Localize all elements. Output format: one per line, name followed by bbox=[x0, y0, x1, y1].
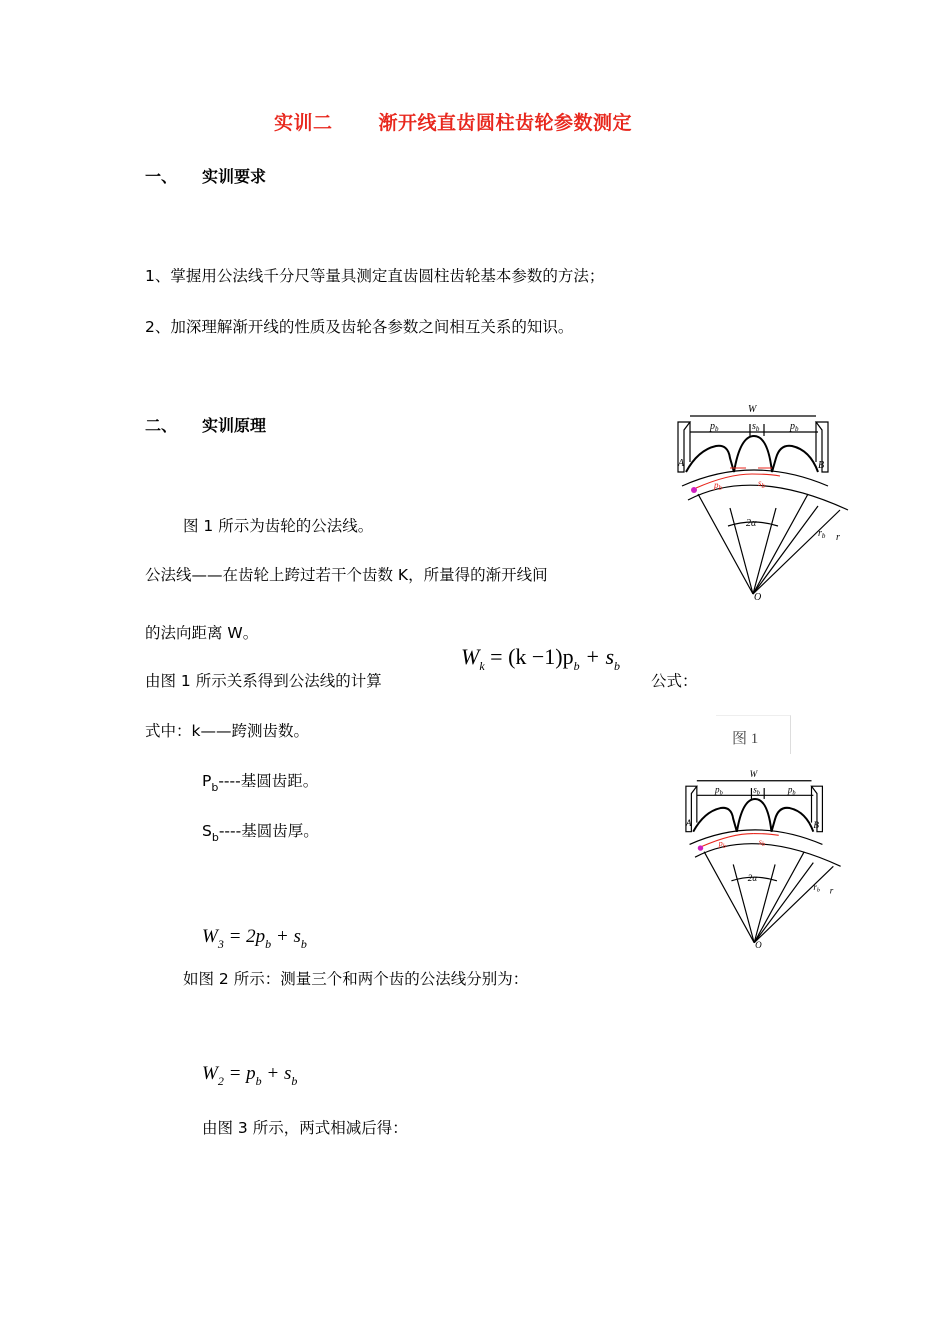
svg-text:O: O bbox=[754, 592, 762, 602]
paragraph-where: 式中：k——跨测齿数。 bbox=[145, 722, 309, 740]
svg-text:2α: 2α bbox=[746, 518, 757, 529]
requirement-1: 1、掌握用公法线千分尺等量具测定直齿圆柱齿轮基本参数的方法； bbox=[145, 267, 605, 285]
svg-text:pb: $p_b$ bbox=[710, 421, 719, 433]
paragraph-figure-3: 由图 3 所示，两式相减后得： bbox=[202, 1119, 408, 1137]
formula-w2: $W_2 = p_b + s_b$ bbox=[202, 1063, 298, 1088]
paragraph-calculation: 由图 1 所示关系得到公法线的计算 bbox=[145, 672, 382, 690]
gear-figure-1 bbox=[668, 402, 864, 602]
svg-text:B: B bbox=[818, 460, 825, 471]
section-number-1: 一、 bbox=[145, 167, 178, 186]
figure-caption-box bbox=[716, 715, 791, 754]
svg-text:W: W bbox=[749, 769, 758, 780]
svg-text:A: A bbox=[685, 818, 692, 829]
section-label-1: 实训要求 bbox=[202, 167, 267, 186]
svg-text:sb: $s_b$ bbox=[753, 784, 760, 797]
section-label-2: 实训原理 bbox=[202, 416, 267, 435]
svg-text:B: B bbox=[813, 820, 819, 831]
svg-text:sb: $s_b$ bbox=[758, 837, 766, 849]
definition-sb: $S_b----$基圆齿厚。 bbox=[202, 822, 319, 844]
svg-text:sb: $s_b$ bbox=[758, 478, 766, 490]
title-part1: 实训二 bbox=[274, 112, 333, 134]
title-part2: 渐开线直齿圆柱齿轮参数测定 bbox=[378, 112, 633, 134]
svg-text:pb: $p_b$ bbox=[787, 784, 796, 797]
svg-text:rb: $r_b$ bbox=[818, 528, 826, 540]
gear-figure-2 bbox=[676, 768, 856, 950]
formula-wk: $W_k = (k -1)p_b + s_b$ bbox=[461, 644, 621, 673]
definition-pb: $P_b----$基圆齿距。 bbox=[202, 772, 319, 794]
section-number-2: 二、 bbox=[145, 416, 178, 435]
svg-text:pb: $p_b$ bbox=[714, 480, 722, 492]
svg-text:sb: $s_b$ bbox=[752, 421, 760, 433]
svg-text:O: O bbox=[755, 940, 762, 950]
svg-text:A: A bbox=[678, 458, 685, 469]
formula-w3: $W_3 = 2p_b + s_b$ bbox=[202, 926, 307, 951]
paragraph-figure-2: 如图 2 所示：测量三个和两个齿的公法线分别为： bbox=[183, 970, 529, 988]
section-heading-2 bbox=[145, 413, 266, 436]
section-heading-1 bbox=[145, 164, 266, 187]
paragraph-definition-line-2: 的法向距离 W。 bbox=[145, 624, 259, 642]
page-title bbox=[274, 108, 632, 135]
svg-text:W: W bbox=[748, 404, 757, 415]
paragraph-figure-1: 图 1 所示为齿轮的公法线。 bbox=[183, 517, 374, 535]
svg-text:2α: 2α bbox=[747, 872, 758, 883]
paragraph-calculation-tail: 公式： bbox=[651, 672, 698, 690]
svg-text:r: r bbox=[836, 532, 840, 543]
paragraph-definition-line-1: 公法线——在齿轮上跨过若干个齿数 K，所量得的渐开线间 bbox=[145, 566, 548, 584]
svg-text:pb: $p_b$ bbox=[718, 839, 726, 851]
svg-text:pb: $p_b$ bbox=[790, 421, 799, 433]
requirement-2: 2、加深理解渐开线的性质及齿轮各参数之间相互关系的知识。 bbox=[145, 318, 574, 336]
svg-text:rb: $r_b$ bbox=[813, 881, 821, 894]
svg-text:pb: $p_b$ bbox=[715, 784, 723, 797]
svg-text:r: r bbox=[829, 885, 834, 896]
figure-caption: 图 1 bbox=[732, 731, 759, 747]
